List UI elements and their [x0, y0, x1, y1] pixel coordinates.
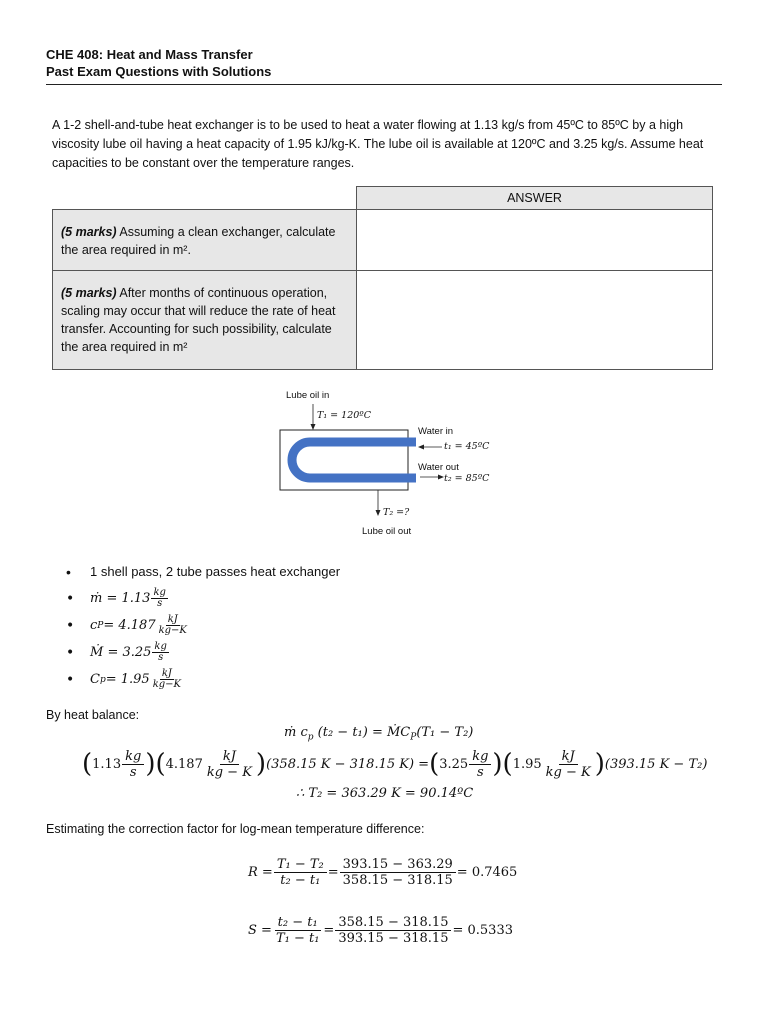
heat-exchanger-diagram	[270, 386, 510, 546]
document-subtitle: Past Exam Questions with Solutions	[46, 64, 272, 79]
water-out-label: Water out	[418, 462, 459, 473]
question-1-text: Assuming a clean exchanger, calculate the area required in m².	[61, 225, 336, 257]
water-in-label: Water in	[418, 426, 454, 437]
answer-column-header: ANSWER	[357, 187, 713, 210]
problem-statement: A 1-2 shell-and-tube heat exchanger is to be used to heat a water flowing at 1.13 kg/s from 45ºC to 85ºC by a high viscosity lube oil having a heat capacity of 1.95 kJ/kg-K. The lube oil is available at 120ºC and 3.25 kg/s. Assume heat capacities to be constant over the temperature ranges.	[52, 118, 704, 170]
header-divider	[46, 84, 722, 85]
list-item: • ṁ = 1.13 $\frac{kg}{s}$	[46, 585, 340, 612]
course-title: CHE 408: Heat and Mass Transfer	[46, 47, 253, 62]
heat-balance-substituted: ( 1.13 $\frac{kg}{s}$ ) ( 4.187 $\frac{kJ}{kg - K}$ ) (358.15 K − 318.15 K) = ( 3.25 $\frac{kg}{s}$ ) ( 1.95 $\frac{kJ}{kg - K}$ ) (393.15 K − T₂)	[82, 748, 708, 780]
table-corner-blank	[53, 187, 357, 210]
lube-in-arrow-head	[311, 424, 316, 430]
correction-factor-label: Estimating the correction factor for log-mean temperature difference:	[46, 822, 425, 836]
list-item: • c P = 4.187 $\frac{kJ}{kg-K}$	[46, 612, 340, 639]
lube-oil-out-label: Lube oil out	[362, 526, 412, 537]
question-2-cell	[53, 271, 357, 370]
heat-balance-equation: ṁ $c_p$ (t₂ − t₁) = ṀC$_P$(T₁ − T₂)	[284, 725, 474, 743]
s-ratio-equation: S = $\frac{\text{t₂ − t₁}}{\text{T₁ − t₁}}$ = $\frac{358.15 - 318.15}{393.15 - 318.15}$ = 0.5333	[248, 914, 513, 946]
question-1-marks: (5 marks)	[61, 225, 117, 239]
question-answer-table	[52, 186, 713, 370]
answer-1-field[interactable]	[357, 210, 713, 271]
t2-water-label: t₂ = 85ºC	[444, 473, 490, 484]
heat-balance-label: By heat balance:	[46, 708, 140, 722]
t2-shell-label: T₂ =?	[383, 507, 410, 518]
question-2-marks: (5 marks)	[61, 286, 117, 300]
list-item: • Ṁ = 3.25 $\frac{kg}{s}$	[46, 639, 340, 666]
outlet-temperature-result: ∴ T₂ = 363.29 K = 90.14ºC	[296, 786, 474, 801]
r-ratio-equation: R = $\frac{\text{T₁ − T₂}}{\text{t₂ − t₁}}$ = $\frac{393.15 - 363.29}{358.15 - 318.15}$ = 0.7465	[248, 856, 518, 888]
question-2-text: After months of continuous operation, scaling may occur that will reduce the rate of heat transfer. Accounting for such possibility, calculate the area required in m²	[61, 286, 336, 354]
heat-exchanger-svg	[270, 386, 510, 546]
lube-out-arrow-head	[376, 510, 381, 516]
water-in-arrow-head	[418, 445, 424, 450]
t1-shell-label: T₁ = 120ºC	[317, 410, 372, 421]
list-item: • C p = 1.95 $\frac{kJ}{kg-K}$	[46, 666, 340, 693]
t1-water-label: t₁ = 45ºC	[444, 441, 490, 452]
lube-oil-in-label: Lube oil in	[286, 390, 330, 401]
list-item: • 1 shell pass, 2 tube passes heat exchanger	[46, 558, 340, 585]
answer-2-field[interactable]	[357, 271, 713, 370]
given-data-list	[46, 558, 340, 693]
document-header	[46, 46, 271, 80]
question-1-cell	[53, 210, 357, 271]
